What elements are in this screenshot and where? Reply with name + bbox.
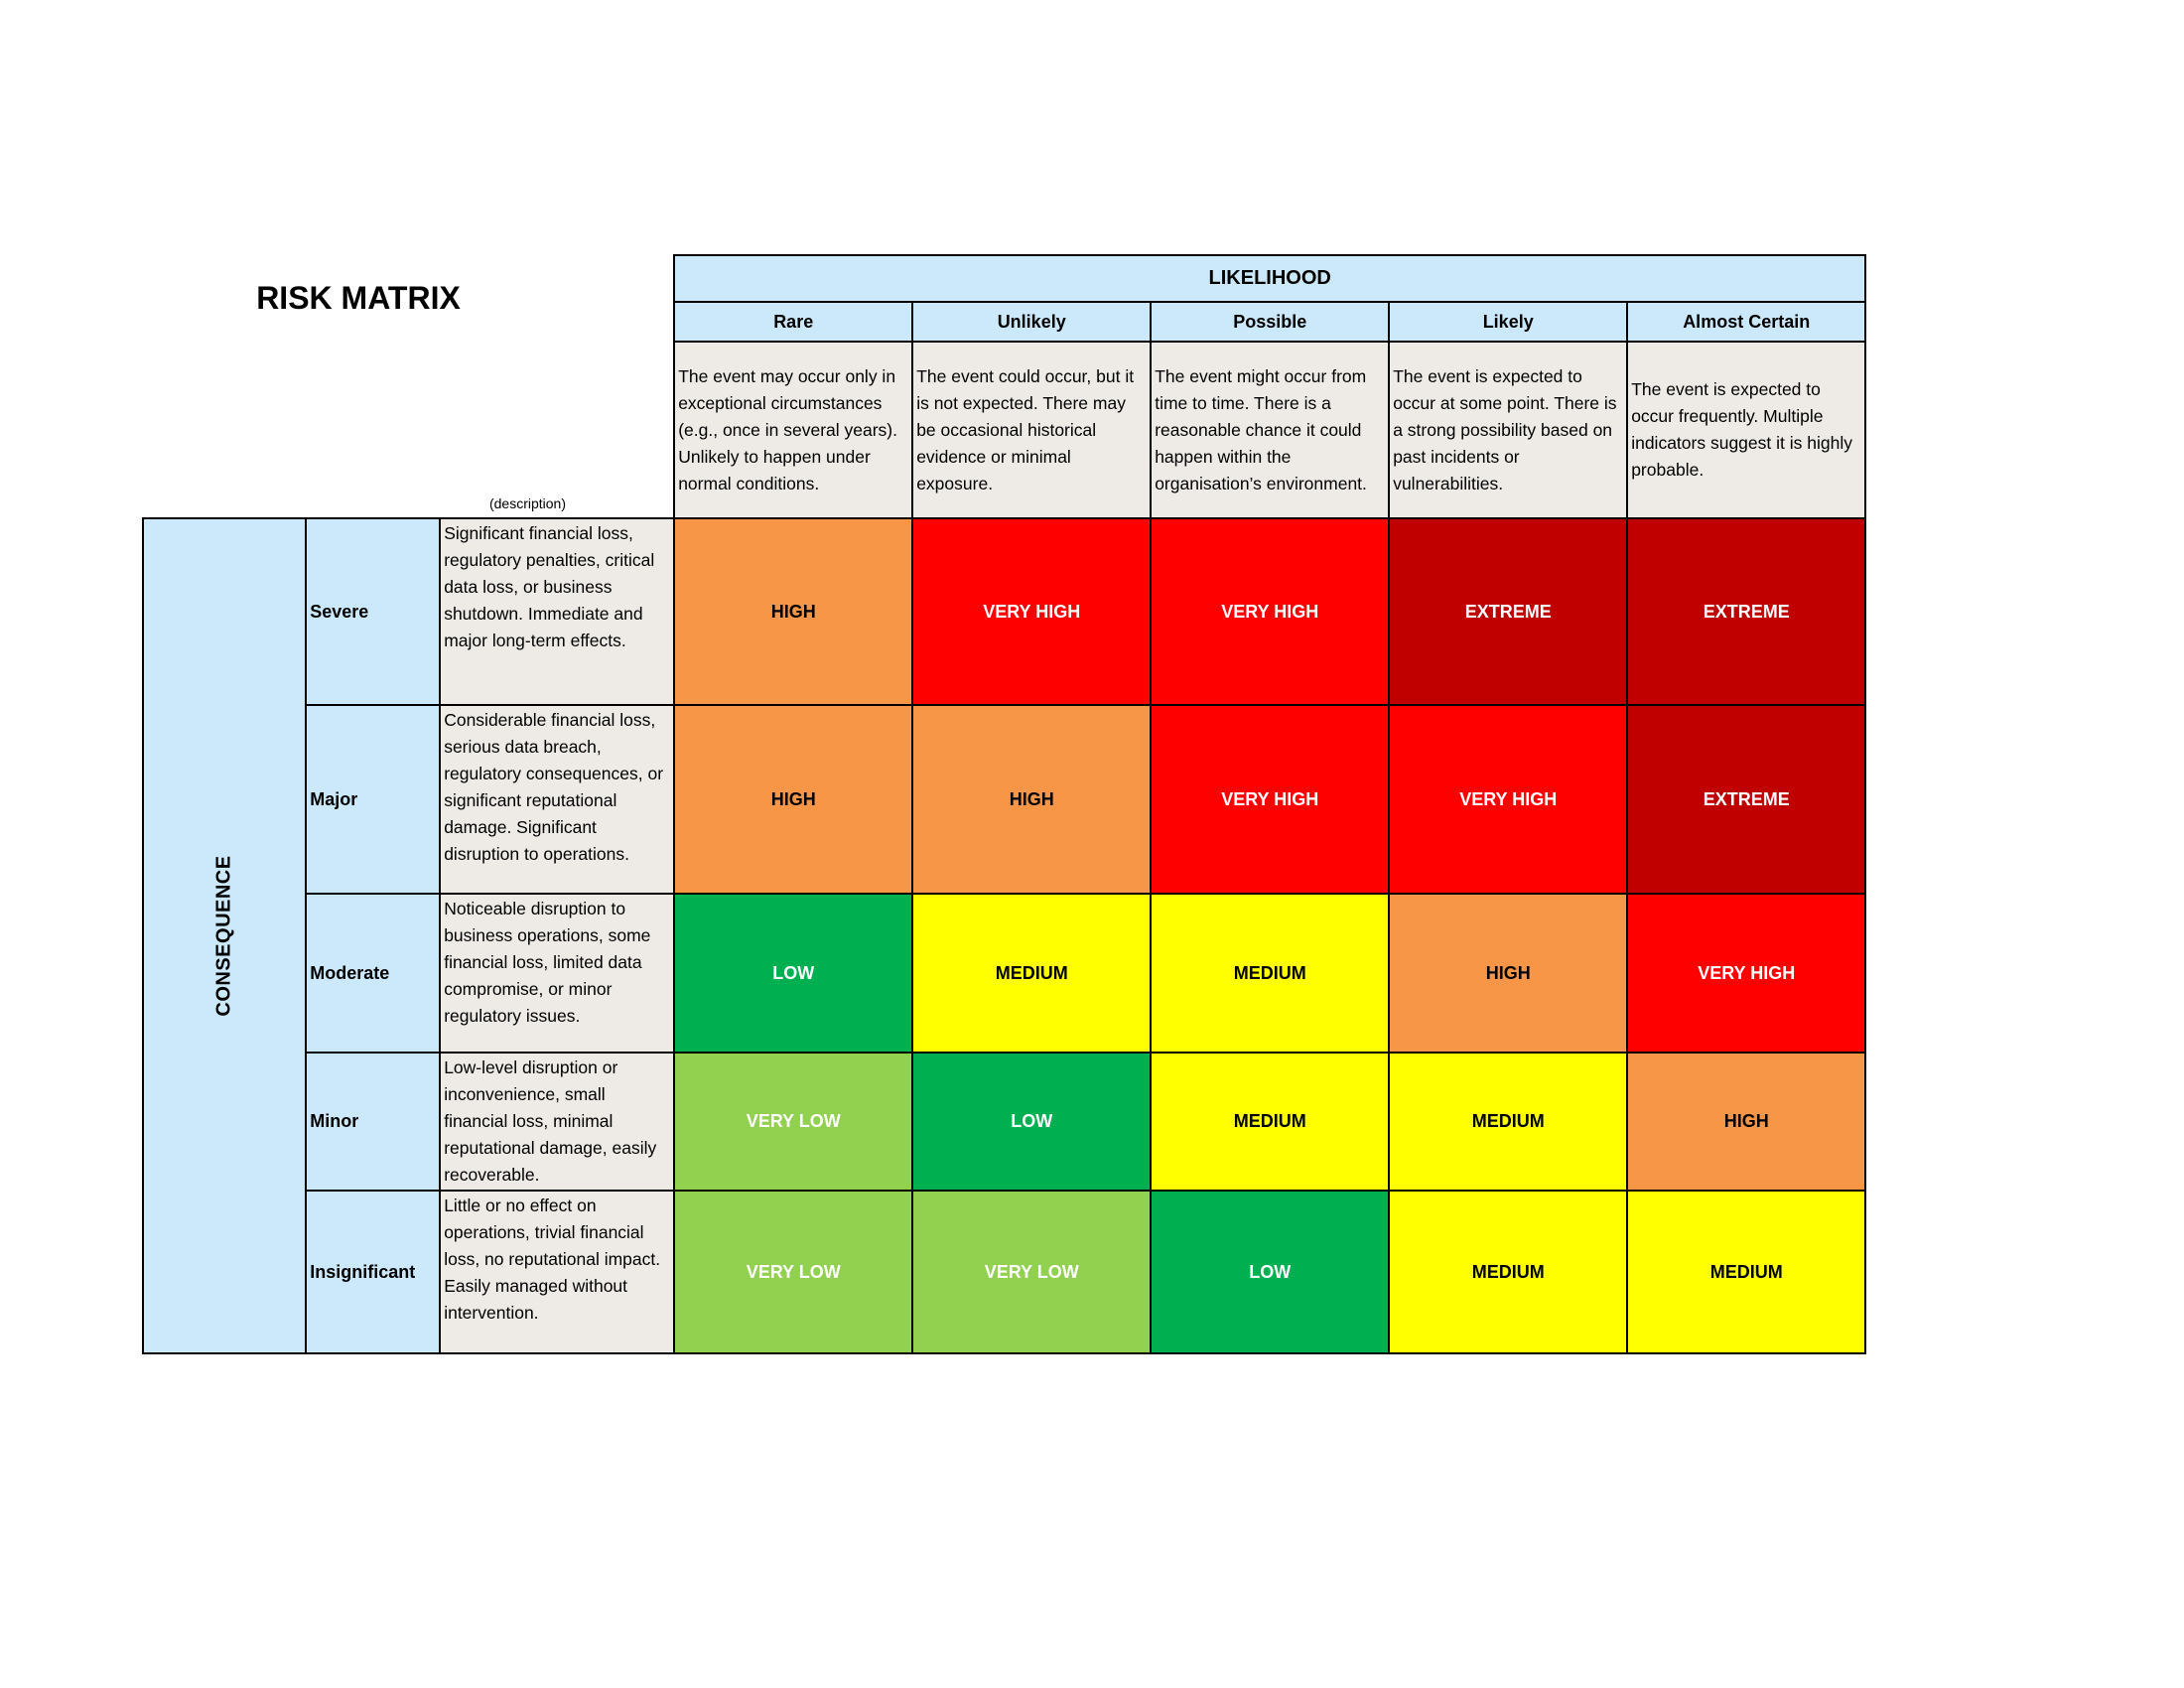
row-header-insignificant: Insignificant (306, 1191, 440, 1353)
risk-cell: MEDIUM (1151, 1053, 1389, 1191)
row-header-moderate: Moderate (306, 894, 440, 1053)
risk-cell: LOW (674, 894, 912, 1053)
row-header-major: Major (306, 705, 440, 894)
column-header-possible: Possible (1151, 302, 1389, 342)
risk-cell: MEDIUM (1389, 1191, 1627, 1353)
risk-cell: EXTREME (1389, 518, 1627, 705)
column-description-almost-certain: The event is expected to occur frequently. Multiple indicators suggest it is highly probable. (1627, 342, 1865, 518)
risk-cell: VERY HIGH (1627, 894, 1865, 1053)
risk-cell: LOW (912, 1053, 1151, 1191)
risk-cell: VERY LOW (674, 1053, 912, 1191)
consequence-label (143, 518, 306, 1353)
risk-cell: MEDIUM (912, 894, 1151, 1053)
row-description-minor: Low-level disruption or inconvenience, small financial loss, minimal reputational damage, easily recoverable. (440, 1053, 674, 1191)
row-description-severe: Significant financial loss, regulatory penalties, critical data loss, or business shutdown. Immediate and major long-term effects. (440, 518, 674, 705)
page-title: RISK MATRIX (256, 280, 461, 316)
risk-cell: HIGH (1627, 1053, 1865, 1191)
risk-cell: EXTREME (1627, 705, 1865, 894)
column-header-almost-certain: Almost Certain (1627, 302, 1865, 342)
column-description-possible: The event might occur from time to time. There is a reasonable chance it could happen within the organisation’s environment. (1151, 342, 1389, 518)
column-description-likely: The event is expected to occur at some point. There is a strong possibility based on past incidents or vulnerabilities. (1389, 342, 1627, 518)
consequence-label-text: CONSEQUENCE (212, 855, 235, 1017)
row-description-insignificant: Little or no effect on operations, trivial financial loss, no reputational impact. Easily managed without intervention. (440, 1191, 674, 1353)
risk-cell: EXTREME (1627, 518, 1865, 705)
risk-cell: HIGH (912, 705, 1151, 894)
risk-cell: VERY LOW (912, 1191, 1151, 1353)
risk-cell: MEDIUM (1627, 1191, 1865, 1353)
row-description-moderate: Noticeable disruption to business operations, some financial loss, limited data compromise, or minor regulatory issues. (440, 894, 674, 1053)
risk-cell: LOW (1151, 1191, 1389, 1353)
risk-cell: VERY LOW (674, 1191, 912, 1353)
risk-cell: HIGH (674, 705, 912, 894)
column-header-rare: Rare (674, 302, 912, 342)
risk-cell: MEDIUM (1151, 894, 1389, 1053)
likelihood-header: LIKELIHOOD (674, 255, 1865, 302)
risk-cell: VERY HIGH (1151, 705, 1389, 894)
risk-cell: HIGH (674, 518, 912, 705)
blank-corner (143, 255, 674, 302)
column-header-unlikely: Unlikely (912, 302, 1151, 342)
risk-cell: HIGH (1389, 894, 1627, 1053)
risk-cell: VERY HIGH (1151, 518, 1389, 705)
column-description-rare: The event may occur only in exceptional circumstances (e.g., once in several years). Unlikely to happen under normal conditions. (674, 342, 912, 518)
row-header-minor: Minor (306, 1053, 440, 1191)
risk-cell: VERY HIGH (1389, 705, 1627, 894)
column-header-likely: Likely (1389, 302, 1627, 342)
column-description-unlikely: The event could occur, but it is not expected. There may be occasional historical evidence or minimal exposure. (912, 342, 1151, 518)
risk-cell: MEDIUM (1389, 1053, 1627, 1191)
row-description-major: Considerable financial loss, serious data breach, regulatory consequences, or significant reputational damage. Significant disruption to operations. (440, 705, 674, 894)
blank-corner (143, 342, 674, 518)
row-header-severe: Severe (306, 518, 440, 705)
description-note: (description) (488, 495, 566, 511)
blank-corner (143, 302, 674, 342)
risk-cell: VERY HIGH (912, 518, 1151, 705)
risk-matrix-table (142, 254, 1866, 1354)
